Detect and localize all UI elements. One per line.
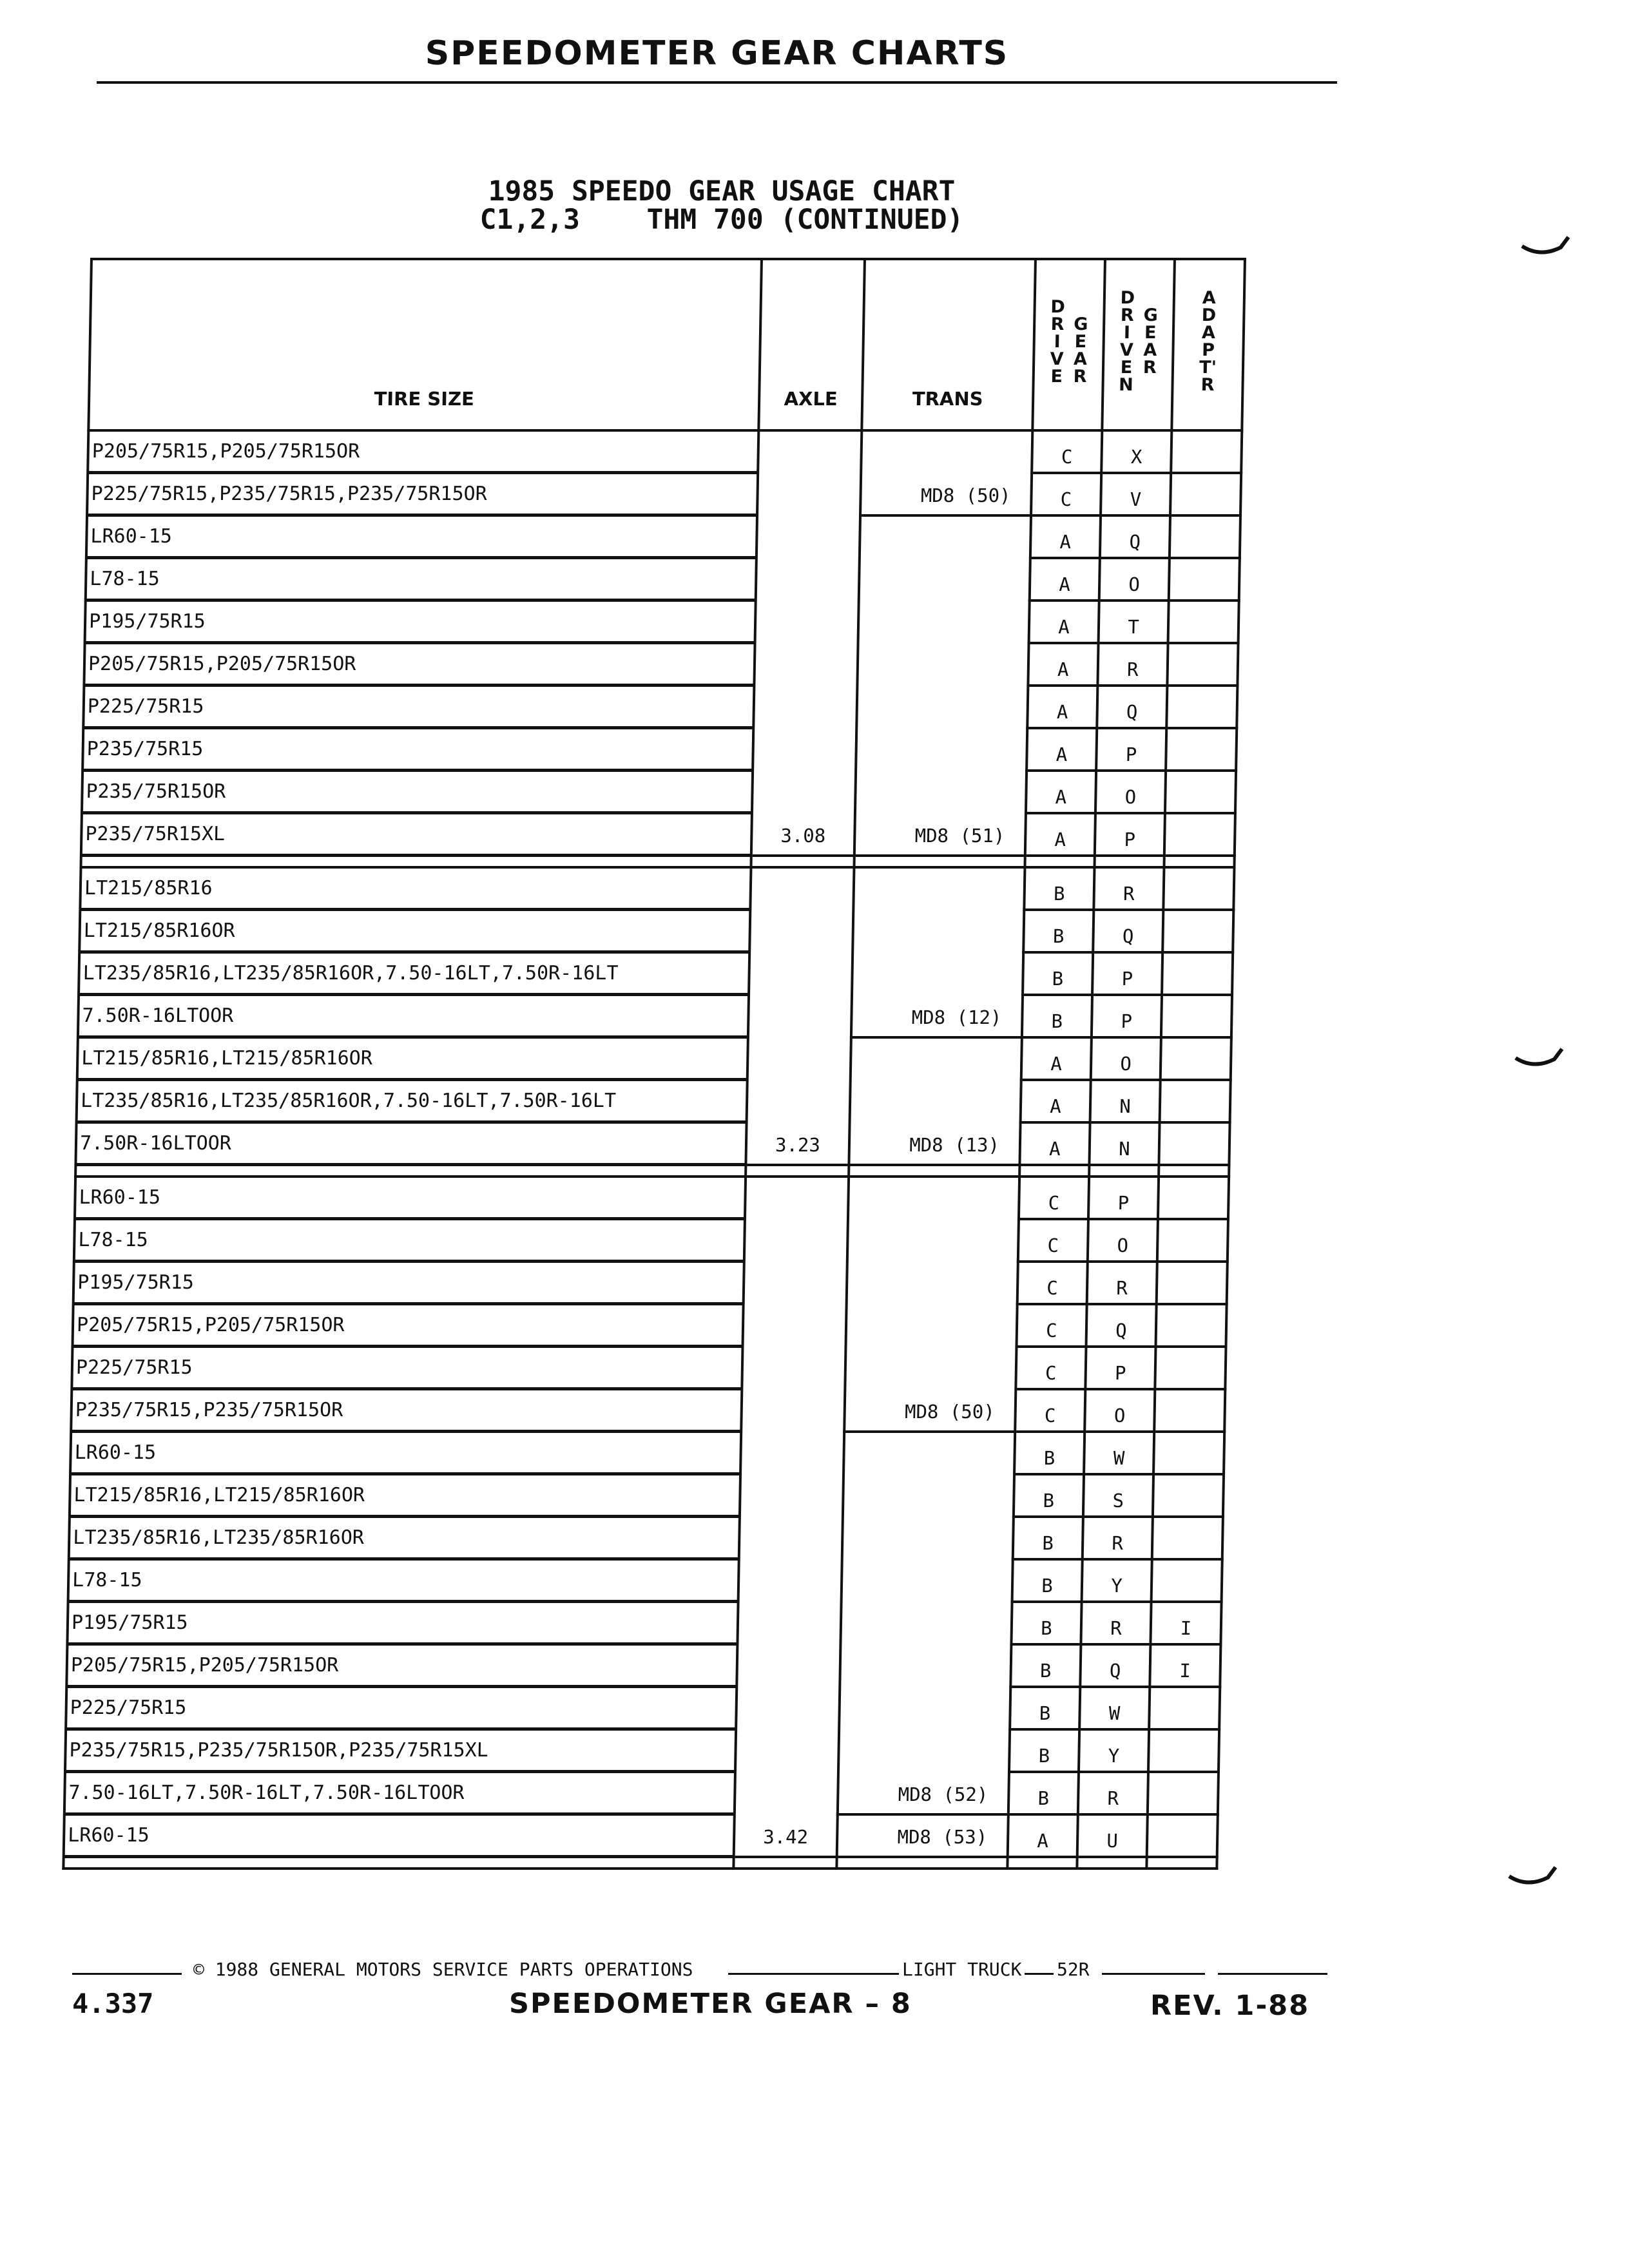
drive-gear-cell: B (1012, 1559, 1083, 1602)
gear-usage-table (62, 258, 1246, 1870)
tire-size-cell: 7.50R-16LTOOR (78, 995, 749, 1037)
adapter-cell (1163, 867, 1234, 910)
tire-size-cell: P195/75R15 (85, 601, 756, 643)
driven-gear-cell: V (1101, 473, 1171, 515)
table-row (67, 1602, 1221, 1644)
tire-size-cell: LT215/85R16,LT215/85R16OR (77, 1037, 748, 1080)
separator-cell (1094, 856, 1164, 868)
tire-size-cell: P225/75R15,P235/75R15,P235/75R15OR (87, 473, 758, 515)
drive-gear-cell: A (1025, 813, 1095, 856)
table-row (82, 728, 1237, 771)
table-row (70, 1474, 1224, 1517)
adapter-cell (1158, 1177, 1229, 1219)
header-letter: N (1118, 375, 1134, 395)
drive-gear-cell: B (1013, 1517, 1083, 1559)
driven-gear-cell: R (1078, 1772, 1148, 1814)
table-row (84, 643, 1238, 686)
header-adapter-letters (1199, 289, 1218, 394)
table-row (86, 515, 1240, 558)
adapter-cell (1147, 1814, 1218, 1857)
separator-cell (1025, 856, 1094, 868)
tire-size-cell: P225/75R15 (66, 1687, 737, 1729)
driven-gear-cell: P (1095, 813, 1165, 856)
separator-cell (854, 856, 1025, 868)
table-row (77, 1080, 1231, 1122)
drive-gear-cell: B (1009, 1729, 1079, 1772)
table-row (85, 601, 1239, 643)
footer-series-code: 52R (1057, 1959, 1090, 1980)
margin-mark-icon (1508, 1862, 1559, 1888)
table-row (66, 1687, 1220, 1729)
driven-gear-cell: Q (1080, 1644, 1150, 1687)
drive-gear-cell: C (1032, 430, 1102, 473)
adapter-cell (1160, 1080, 1231, 1122)
tire-size-cell: L78-15 (74, 1219, 745, 1262)
header-driven-letters (1119, 289, 1135, 394)
header-letter: E (1074, 331, 1087, 352)
header-drive-letters (1049, 298, 1065, 385)
adapter-cell (1166, 728, 1237, 771)
adapter-cell (1165, 771, 1236, 813)
table-row (70, 1432, 1224, 1474)
adapter-cell (1161, 995, 1232, 1037)
header-driven-gear (1102, 259, 1175, 430)
table-row (65, 1729, 1219, 1772)
separator-cell (733, 1857, 836, 1869)
drive-gear-cell: B (1010, 1644, 1081, 1687)
drive-gear-cell: C (1017, 1304, 1087, 1347)
drive-gear-cell: A (1021, 1080, 1091, 1122)
tire-size-cell: LR60-15 (86, 515, 757, 558)
page-number: 4.337 (72, 1988, 154, 2019)
footer-rule-left (72, 1973, 182, 1975)
table-row (79, 910, 1233, 952)
adapter-cell (1162, 952, 1233, 995)
adapter-cell (1162, 910, 1233, 952)
adapter-cell (1154, 1389, 1225, 1432)
table-row (86, 558, 1240, 601)
header-letter: A (1073, 349, 1088, 369)
table-row (69, 1517, 1223, 1559)
drive-gear-cell: C (1015, 1389, 1085, 1432)
adapter-cell (1156, 1304, 1227, 1347)
table-row (64, 1772, 1219, 1814)
drive-gear-cell: A (1028, 643, 1098, 686)
drive-gear-cell: B (1024, 867, 1094, 910)
driven-gear-cell: R (1087, 1262, 1157, 1304)
drive-gear-cell: A (1027, 686, 1097, 728)
table-row (73, 1262, 1228, 1304)
trans-cell: MD8 (50) (844, 1177, 1019, 1432)
tire-size-cell: LT235/85R16,LT235/85R16OR (69, 1517, 740, 1559)
drive-gear-cell: A (1026, 771, 1096, 813)
page-header (97, 26, 1337, 84)
separator-cell (1146, 1857, 1217, 1869)
driven-gear-cell: Y (1079, 1729, 1149, 1772)
table-row (71, 1389, 1225, 1432)
table-row (66, 1644, 1220, 1687)
tire-size-cell: 7.50R-16LTOOR (75, 1122, 746, 1165)
group-separator (81, 856, 1234, 868)
header-letter: E (1120, 358, 1133, 378)
drive-gear-cell: B (1023, 952, 1093, 995)
footer-rule-right1 (1102, 1973, 1205, 1975)
table-row (72, 1347, 1226, 1389)
tire-size-cell: P235/75R15 (82, 728, 753, 771)
adapter-cell (1170, 473, 1241, 515)
drive-gear-cell: B (1010, 1687, 1080, 1729)
adapter-cell (1153, 1432, 1224, 1474)
drive-gear-cell: B (1014, 1432, 1084, 1474)
tire-size-cell: LR60-15 (64, 1814, 735, 1857)
header-letter: I (1054, 331, 1061, 352)
table-row (73, 1304, 1227, 1347)
drive-gear-cell: A (1030, 558, 1100, 601)
separator-cell (81, 856, 751, 868)
tire-size-cell: P195/75R15 (73, 1262, 744, 1304)
header-letter: G (1074, 314, 1088, 334)
driven-gear-cell: O (1091, 1037, 1161, 1080)
trans-cell: MD8 (12) (851, 867, 1025, 1037)
tire-size-cell: P205/75R15,P205/75R15OR (66, 1644, 737, 1687)
group-separator (75, 1165, 1229, 1177)
drive-gear-cell: C (1019, 1177, 1089, 1219)
header-drive-gear (1032, 259, 1105, 430)
header-axle: AXLE (758, 259, 865, 430)
trans-cell: MD8 (52) (838, 1432, 1015, 1814)
header-letter: R (1200, 375, 1215, 395)
table-row (74, 1219, 1228, 1262)
axle-cell: 3.23 (746, 867, 854, 1165)
separator-cell (751, 856, 854, 868)
drive-gear-cell: C (1017, 1262, 1088, 1304)
separator-cell (75, 1165, 746, 1177)
header-letter: T' (1199, 358, 1217, 378)
separator-cell (1019, 1165, 1089, 1177)
drive-gear-cell: A (1027, 728, 1097, 771)
page-title: SPEEDOMETER GEAR CHARTS (425, 34, 1009, 73)
table-row (79, 952, 1233, 995)
adapter-cell (1152, 1559, 1222, 1602)
adapter-cell (1153, 1474, 1224, 1517)
footer-copyright: © 1988 GENERAL MOTORS SERVICE PARTS OPERATIONS (193, 1959, 693, 1980)
trans-cell: MD8 (51) (854, 515, 1031, 856)
table-row (81, 813, 1235, 856)
adapter-cell (1152, 1517, 1223, 1559)
footer-rule-right2 (1218, 1973, 1327, 1975)
table-row (68, 1559, 1222, 1602)
driven-gear-cell: P (1096, 728, 1166, 771)
tire-size-cell: P205/75R15,P205/75R15OR (73, 1304, 744, 1347)
trans-cell: MD8 (13) (849, 1037, 1021, 1165)
drive-gear-cell: B (1014, 1474, 1084, 1517)
gear-usage-table-wrap (62, 258, 1244, 1881)
tire-size-cell: P225/75R15 (83, 686, 754, 728)
adapter-cell (1157, 1262, 1228, 1304)
drive-gear-cell: A (1008, 1814, 1078, 1857)
tire-size-cell: P195/75R15 (67, 1602, 738, 1644)
adapter-cell (1171, 430, 1242, 473)
separator-cell (1164, 856, 1234, 868)
adapter-cell: I (1150, 1644, 1220, 1687)
tire-size-cell: P235/75R15,P235/75R15OR (71, 1389, 742, 1432)
axle-cell: 3.42 (734, 1177, 849, 1857)
tire-size-cell: L78-15 (86, 558, 757, 601)
drive-gear-cell: A (1021, 1037, 1092, 1080)
header-letter: I (1123, 323, 1131, 343)
adapter-cell (1161, 1037, 1231, 1080)
table-row (82, 771, 1236, 813)
driven-gear-cell: O (1099, 558, 1170, 601)
table-row (87, 473, 1241, 515)
driven-gear-cell: R (1081, 1602, 1151, 1644)
adapter-cell (1148, 1729, 1219, 1772)
chart-title (432, 177, 1012, 234)
separator-cell (1077, 1857, 1146, 1869)
driven-gear-cell: Q (1097, 686, 1167, 728)
section-name: SPEEDOMETER GEAR – 8 (509, 1988, 912, 2020)
drive-gear-cell: C (1018, 1219, 1088, 1262)
header-letter: D (1120, 288, 1135, 308)
adapter-cell (1169, 558, 1240, 601)
header-driven-gear-letters (1142, 307, 1159, 394)
drive-gear-cell: B (1011, 1602, 1081, 1644)
tire-size-cell: LR60-15 (75, 1177, 746, 1219)
tire-size-cell: LR60-15 (70, 1432, 741, 1474)
tire-size-cell: P235/75R15XL (81, 813, 752, 856)
driven-gear-cell: R (1094, 867, 1164, 910)
trans-cell: MD8 (50) (860, 430, 1032, 515)
tire-size-cell: P225/75R15 (72, 1347, 742, 1389)
driven-gear-cell: W (1084, 1432, 1154, 1474)
tire-size-cell: P235/75R15OR (82, 771, 753, 813)
separator-cell (1007, 1857, 1077, 1869)
header-letter: A (1201, 323, 1216, 343)
header-letter: V (1119, 340, 1134, 360)
header-trans: TRANS (862, 259, 1036, 430)
driven-gear-cell: Q (1100, 515, 1170, 558)
header-tire-size: TIRE SIZE (88, 259, 762, 430)
table-row (64, 1814, 1218, 1857)
tire-size-cell: LT235/85R16,LT235/85R16OR,7.50-16LT,7.50R-16LT (77, 1080, 747, 1122)
driven-gear-cell: Y (1082, 1559, 1152, 1602)
adapter-cell (1149, 1687, 1220, 1729)
header-letter: G (1143, 305, 1159, 325)
driven-gear-cell: O (1084, 1389, 1155, 1432)
driven-gear-cell: P (1092, 952, 1162, 995)
header-letter: E (1144, 323, 1157, 343)
separator-cell (836, 1857, 1007, 1869)
table-row (78, 995, 1232, 1037)
axle-cell: 3.08 (751, 430, 862, 856)
group-separator (63, 1857, 1217, 1869)
tire-size-cell: 7.50-16LT,7.50R-16LT,7.50R-16LTOOR (64, 1772, 735, 1814)
table-row (88, 430, 1242, 473)
separator-cell (1159, 1165, 1229, 1177)
drive-gear-cell: B (1023, 910, 1094, 952)
table-row (77, 1037, 1231, 1080)
footer-series: LIGHT TRUCK (902, 1959, 1022, 1980)
driven-gear-cell: Q (1093, 910, 1163, 952)
tire-size-cell: LT215/85R16OR (79, 910, 750, 952)
tire-size-cell: P205/75R15,P205/75R15OR (84, 643, 755, 686)
separator-cell (1089, 1165, 1159, 1177)
driven-gear-cell: N (1089, 1122, 1159, 1165)
table-header-row (88, 259, 1245, 430)
driven-gear-cell: P (1085, 1347, 1155, 1389)
adapter-cell (1167, 643, 1238, 686)
driven-gear-cell: S (1083, 1474, 1153, 1517)
header-letter: R (1142, 358, 1157, 378)
tire-size-cell: P235/75R15,P235/75R15OR,P235/75R15XL (65, 1729, 736, 1772)
table-row (75, 1122, 1229, 1165)
header-gear-letters (1073, 316, 1088, 385)
drive-gear-cell: A (1019, 1122, 1090, 1165)
driven-gear-cell: T (1099, 601, 1169, 643)
drive-gear-cell: A (1030, 515, 1101, 558)
driven-gear-cell: O (1088, 1219, 1158, 1262)
drive-gear-cell: C (1031, 473, 1101, 515)
header-letter: D (1201, 305, 1217, 325)
header-letter: E (1050, 366, 1063, 387)
trans-cell: MD8 (53) (837, 1814, 1008, 1857)
adapter-cell (1166, 686, 1237, 728)
adapter-cell (1155, 1347, 1226, 1389)
tire-size-cell: P205/75R15,P205/75R15OR (88, 430, 758, 473)
adapter-cell (1148, 1772, 1219, 1814)
adapter-cell (1168, 601, 1239, 643)
header-letter: R (1050, 314, 1065, 334)
driven-gear-cell: W (1079, 1687, 1150, 1729)
tire-size-cell: LT215/85R16 (80, 867, 751, 910)
drive-gear-cell: C (1016, 1347, 1086, 1389)
tire-size-cell: LT215/85R16,LT215/85R16OR (70, 1474, 740, 1517)
driven-gear-cell: Q (1086, 1304, 1157, 1347)
header-letter: D (1050, 296, 1066, 317)
driven-gear-cell: N (1090, 1080, 1161, 1122)
driven-gear-cell: O (1095, 771, 1166, 813)
header-adapter (1171, 259, 1245, 430)
adapter-cell: I (1150, 1602, 1221, 1644)
separator-cell (746, 1165, 849, 1177)
revision: REV. 1-88 (1150, 1990, 1310, 2022)
driven-gear-cell: R (1097, 643, 1168, 686)
driven-gear-cell: U (1077, 1814, 1148, 1857)
driven-gear-cell: P (1088, 1177, 1159, 1219)
header-letter: A (1202, 288, 1217, 308)
adapter-cell (1170, 515, 1240, 558)
separator-cell (63, 1857, 733, 1869)
adapter-cell (1159, 1122, 1229, 1165)
drive-gear-cell: B (1022, 995, 1092, 1037)
chart-title-line1: 1985 SPEEDO GEAR USAGE CHART (488, 175, 956, 207)
tire-size-cell: L78-15 (68, 1559, 739, 1602)
margin-mark-icon (1514, 1044, 1566, 1070)
driven-gear-cell: X (1101, 430, 1171, 473)
drive-gear-cell: A (1029, 601, 1099, 643)
table-body (63, 430, 1242, 1869)
table-row (75, 1177, 1229, 1219)
adapter-cell (1164, 813, 1235, 856)
table-row (83, 686, 1237, 728)
adapter-cell (1157, 1219, 1228, 1262)
chart-title-line2: C1,2,3 THM 700 (CONTINUED) (479, 204, 964, 236)
driven-gear-cell: R (1083, 1517, 1153, 1559)
footer-rule-dash (1025, 1973, 1054, 1975)
tire-size-cell: LT235/85R16,LT235/85R16OR,7.50-16LT,7.50R-16LT (79, 952, 749, 995)
table-row (80, 867, 1234, 910)
drive-gear-cell: B (1008, 1772, 1079, 1814)
header-letter: R (1073, 366, 1087, 387)
margin-mark-icon (1521, 232, 1572, 258)
driven-gear-cell: P (1092, 995, 1162, 1037)
header-letter: R (1120, 305, 1135, 325)
footer-rule-mid (728, 1973, 899, 1975)
header-letter: A (1143, 340, 1157, 360)
header-letter: P (1201, 340, 1215, 360)
separator-cell (849, 1165, 1019, 1177)
header-letter: V (1050, 349, 1064, 369)
